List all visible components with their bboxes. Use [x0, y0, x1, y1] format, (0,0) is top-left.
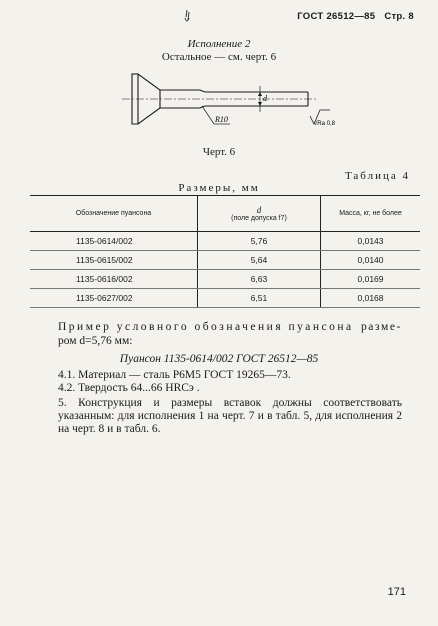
table-label: Таблица 4: [344, 170, 410, 182]
variant-title: Исполнение 2: [187, 38, 251, 50]
table-header-row: [30, 196, 420, 232]
table-row: [30, 232, 420, 251]
page-indicator: Стр. 8: [384, 11, 414, 22]
cell-mass: 0,0169: [321, 270, 421, 289]
dimensions-table: [30, 195, 420, 308]
header-mass: Масса, кг, не более: [321, 196, 421, 232]
header-designation: Обозначение пуансона: [30, 196, 198, 232]
example-lead-end: разме-: [360, 321, 402, 333]
cell-mass: 0,0140: [321, 251, 421, 270]
header-d-tolerance: (поле допуска f7): [231, 215, 287, 222]
page-number: 171: [387, 586, 406, 598]
cell-mass: 0,0168: [321, 289, 421, 308]
designation-example: Пуансон 1135-0614/002 ГОСТ 26512—85: [119, 353, 319, 365]
roughness-label: √Ra 0,8: [314, 121, 335, 127]
punch-drawing: [118, 68, 338, 148]
cell-d: 6,51: [198, 289, 321, 308]
cell-mass: 0,0143: [321, 232, 421, 251]
table-title: Размеры, мм: [178, 182, 260, 194]
cell-designation: 1135-0614/002: [30, 232, 198, 251]
page-header: [297, 11, 414, 22]
paragraph-4-1: 4.1. Материал — сталь Р6М5 ГОСТ 19265—73.: [58, 369, 291, 381]
cell-d: 6,63: [198, 270, 321, 289]
cell-designation: 1135-0616/002: [30, 270, 198, 289]
example-lead: Пример условного обозначения пуансона: [58, 321, 354, 333]
cell-d: 5,64: [198, 251, 321, 270]
paragraph-4-2: 4.2. Твердость 64...66 HRCэ .: [58, 382, 200, 394]
d-dimension-label: d: [263, 94, 267, 103]
radius-label: R10: [215, 115, 228, 124]
header-d: [198, 196, 321, 232]
example-line2: ром d=5,76 мм:: [58, 335, 133, 347]
cell-d: 5,76: [198, 232, 321, 251]
standard-number: ГОСТ 26512—85: [297, 11, 376, 22]
header-d-symbol: d: [256, 205, 262, 215]
designation-example-intro: [58, 320, 402, 348]
cell-designation: 1135-0627/002: [30, 289, 198, 308]
cell-designation: 1135-0615/002: [30, 251, 198, 270]
table-row: [30, 251, 420, 270]
table-row: [30, 289, 420, 308]
figure-caption: Черт. 6: [202, 146, 236, 158]
margin-mark-icon: [180, 8, 194, 28]
paragraph-5: 5. Конструкция и размеры вставок должны соответствовать указанным: для исполнения 1 на черт. 7 и в табл. 5, для исполнения 2 на черт. 8 и в табл. 6.: [58, 397, 402, 435]
table-row: [30, 270, 420, 289]
rest-note: Остальное — см. черт. 6: [161, 51, 277, 63]
